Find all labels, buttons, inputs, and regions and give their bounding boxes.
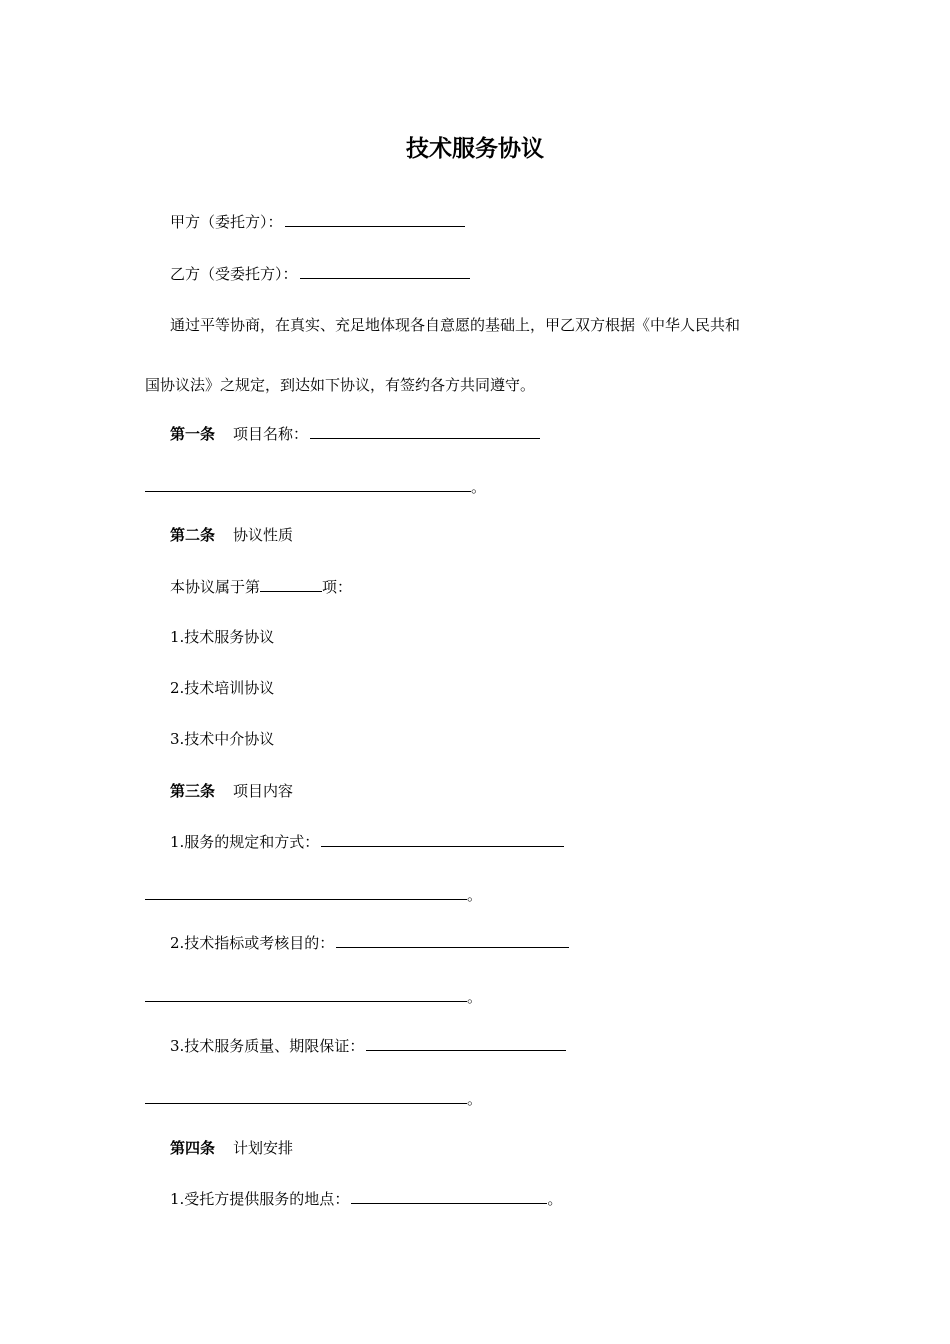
party-a-blank[interactable] — [285, 213, 465, 227]
article3-item-1-continuation — [145, 885, 482, 905]
party-a-line — [170, 212, 465, 232]
article2-prompt — [170, 577, 352, 597]
article4-item-1-blank[interactable] — [351, 1190, 547, 1204]
article4-item-1 — [170, 1189, 562, 1209]
article2-heading: 第二条 — [170, 526, 216, 544]
article3-item-1-blank-2[interactable] — [145, 886, 467, 900]
article3-item-1-label: 1.服务的规定和方式： — [170, 833, 320, 851]
period: 。 — [467, 886, 483, 904]
intro-line-1: 通过平等协商，在真实、充足地体现各自意愿的基础上，甲乙双方根据《中华人民共和 — [170, 316, 741, 334]
document-title: 技术服务协议 — [406, 135, 544, 162]
article2-prompt-after: 项： — [322, 578, 353, 596]
article2-option-2: 2.技术培训协议 — [170, 679, 275, 697]
article3-item-2 — [170, 933, 569, 953]
article1-label: 项目名称： — [233, 425, 309, 443]
article4-title: 计划安排 — [233, 1139, 294, 1157]
article1-blank-2[interactable] — [145, 478, 471, 492]
article4-heading: 第四条 — [170, 1139, 216, 1157]
article3-item-3-blank[interactable] — [366, 1037, 566, 1051]
article3-item-3-continuation — [145, 1089, 482, 1109]
period: 。 — [471, 478, 487, 496]
article4-line — [170, 1138, 293, 1158]
article3-item-2-blank-2[interactable] — [145, 988, 467, 1002]
article3-item-2-label: 2.技术指标或考核目的： — [170, 934, 335, 952]
article3-title: 项目内容 — [233, 782, 294, 800]
party-b-blank[interactable] — [300, 265, 470, 279]
article2-line — [170, 525, 293, 545]
article3-item-3-blank-2[interactable] — [145, 1090, 467, 1104]
article3-item-3 — [170, 1036, 566, 1056]
article3-item-2-continuation — [145, 987, 482, 1007]
article1-heading: 第一条 — [170, 425, 216, 443]
party-b-line — [170, 264, 470, 284]
article3-item-3-label: 3.技术服务质量、期限保证： — [170, 1037, 365, 1055]
article1-continuation — [145, 477, 486, 497]
article2-prompt-before: 本协议属于第 — [170, 578, 261, 596]
article2-blank[interactable] — [260, 578, 322, 592]
article3-item-1 — [170, 832, 564, 852]
article2-option-3: 3.技术中介协议 — [170, 730, 275, 748]
article3-item-2-blank[interactable] — [336, 934, 569, 948]
party-a-label: 甲方（委托方）： — [170, 213, 283, 231]
article1-blank[interactable] — [310, 425, 540, 439]
article3-item-1-blank[interactable] — [321, 833, 564, 847]
period: 。 — [547, 1190, 563, 1208]
article4-item-1-label: 1.受托方提供服务的地点： — [170, 1190, 350, 1208]
period: 。 — [467, 988, 483, 1006]
article2-option-1: 1.技术服务协议 — [170, 628, 275, 646]
party-b-label: 乙方（受委托方）： — [170, 265, 298, 283]
article3-line — [170, 781, 293, 801]
article2-title: 协议性质 — [233, 526, 294, 544]
article3-heading: 第三条 — [170, 782, 216, 800]
period: 。 — [467, 1090, 483, 1108]
article1-line — [170, 424, 540, 444]
intro-line-2: 国协议法》之规定，到达如下协议，有签约各方共同遵守。 — [145, 376, 536, 394]
